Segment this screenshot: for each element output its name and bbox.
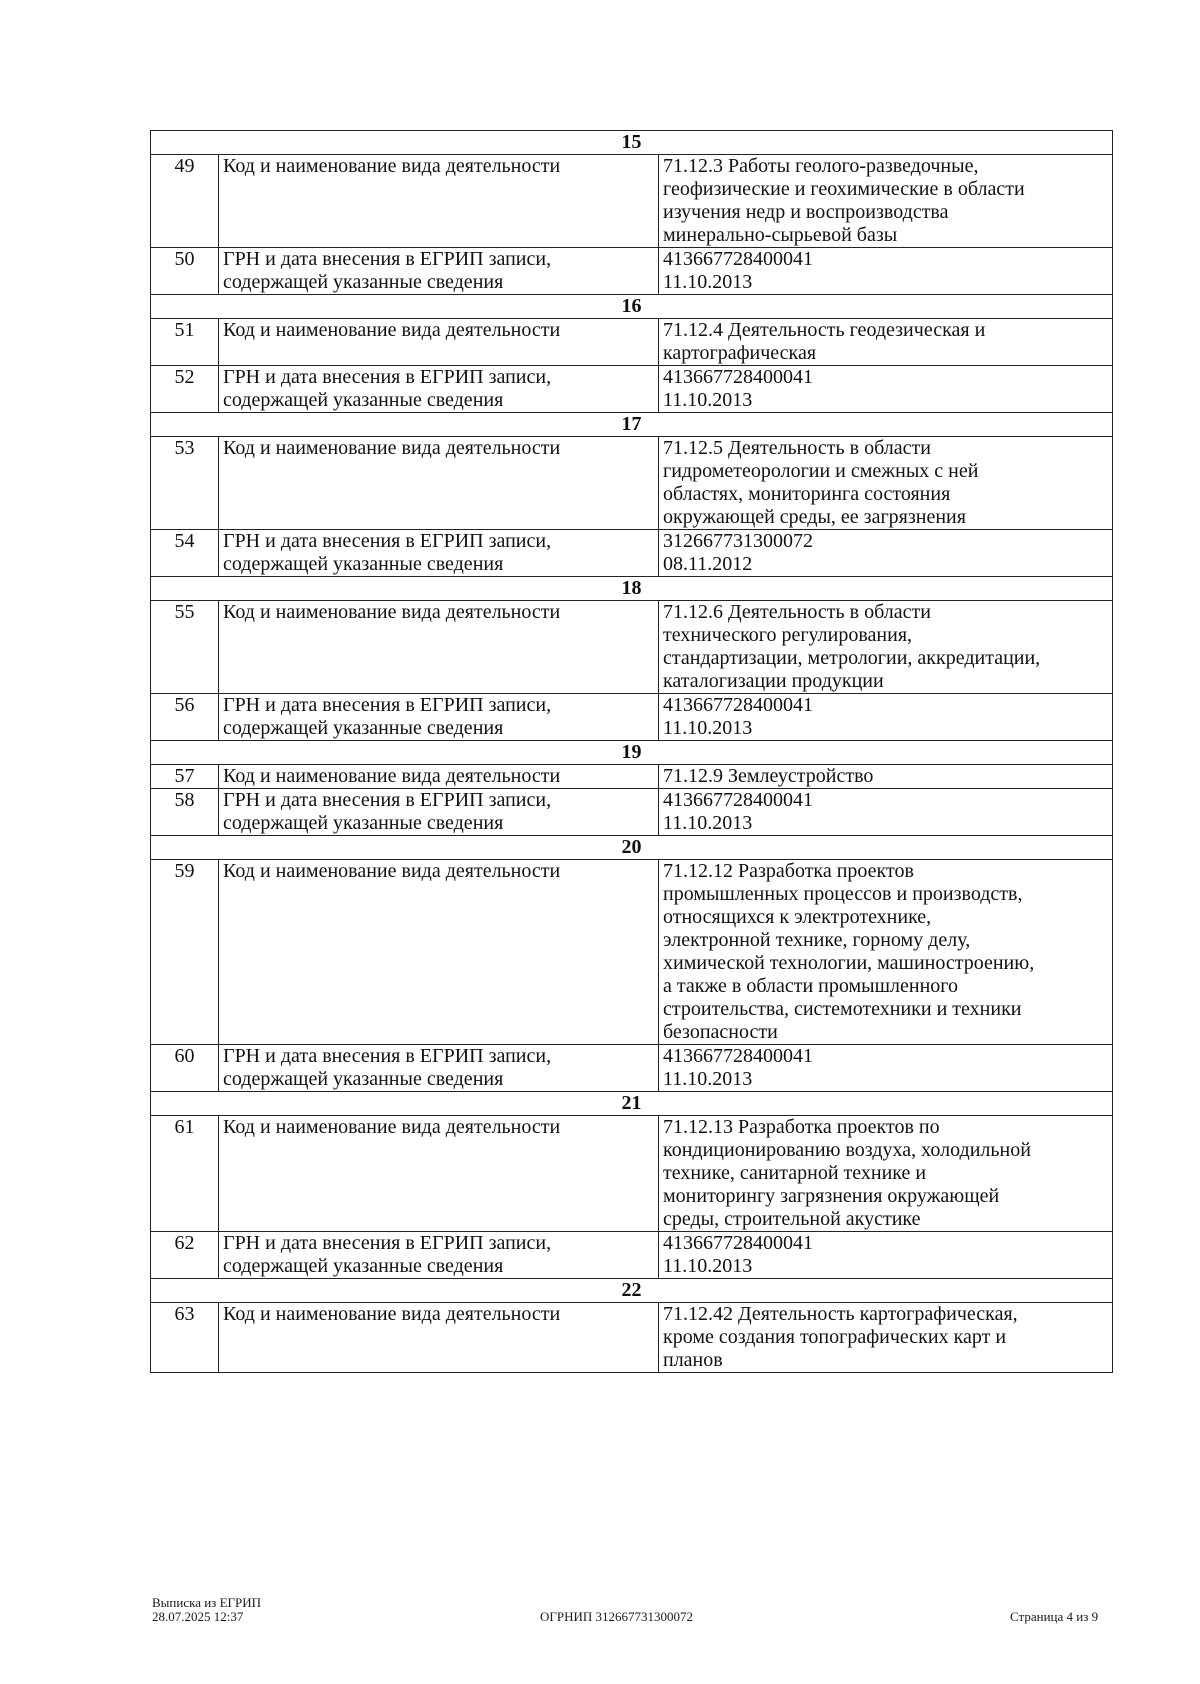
row-number: 50 bbox=[151, 248, 219, 295]
row-number: 52 bbox=[151, 366, 219, 413]
row-label: ГРН и дата внесения в ЕГРИП записи, содержащей указанные сведения bbox=[219, 530, 659, 577]
activity-table bbox=[150, 130, 1113, 1373]
row-label: Код и наименование вида деятельности bbox=[219, 319, 659, 366]
row-value: 71.12.12 Разработка проектов промышленных процессов и производств, относящихся к электротехнике, электронной технике, горному делу, химической технологии, машиностроению, а также в области промышленного строительства, системотехники и техники безопасности bbox=[659, 860, 1113, 1045]
row-label: Код и наименование вида деятельности bbox=[219, 765, 659, 789]
group-header-row bbox=[151, 131, 1113, 155]
row-label: ГРН и дата внесения в ЕГРИП записи, содержащей указанные сведения bbox=[219, 1045, 659, 1092]
row-number: 53 bbox=[151, 437, 219, 530]
row-label: ГРН и дата внесения в ЕГРИП записи, содержащей указанные сведения bbox=[219, 789, 659, 836]
table-row bbox=[151, 530, 1113, 577]
table-row bbox=[151, 789, 1113, 836]
footer-page-number: Страница 4 из 9 bbox=[1010, 1609, 1099, 1624]
row-value: 413667728400041 11.10.2013 bbox=[659, 694, 1113, 741]
row-value: 413667728400041 11.10.2013 bbox=[659, 1045, 1113, 1092]
row-value: 71.12.42 Деятельность картографическая, кроме создания топографических карт и планов bbox=[659, 1303, 1113, 1373]
group-number: 22 bbox=[151, 1279, 1113, 1303]
footer-doc-title: Выписка из ЕГРИП bbox=[152, 1595, 262, 1610]
group-number: 17 bbox=[151, 413, 1113, 437]
row-value: 413667728400041 11.10.2013 bbox=[659, 248, 1113, 295]
row-value: 71.12.3 Работы геолого-разведочные, геофизические и геохимические в области изучения недр и воспроизводства минерально-сырьевой базы bbox=[659, 155, 1113, 248]
row-number: 63 bbox=[151, 1303, 219, 1373]
row-number: 58 bbox=[151, 789, 219, 836]
row-value: 71.12.6 Деятельность в области технического регулирования, стандартизации, метрологии, аккредитации, каталогизации продукции bbox=[659, 601, 1113, 694]
row-number: 61 bbox=[151, 1116, 219, 1232]
table-row bbox=[151, 860, 1113, 1045]
row-number: 59 bbox=[151, 860, 219, 1045]
table-row bbox=[151, 601, 1113, 694]
row-label: ГРН и дата внесения в ЕГРИП записи, содержащей указанные сведения bbox=[219, 694, 659, 741]
row-label: Код и наименование вида деятельности bbox=[219, 1116, 659, 1232]
row-value: 413667728400041 11.10.2013 bbox=[659, 789, 1113, 836]
group-header-row bbox=[151, 413, 1113, 437]
row-value: 71.12.13 Разработка проектов по кондиционированию воздуха, холодильной технике, санитарной технике и мониторингу загрязнения окружающей среды, строительной акустике bbox=[659, 1116, 1113, 1232]
footer-ogrnip: ОГРНИП 312667731300072 bbox=[540, 1609, 694, 1624]
activity-table-body bbox=[151, 131, 1113, 1373]
row-number: 51 bbox=[151, 319, 219, 366]
table-row bbox=[151, 765, 1113, 789]
table-row bbox=[151, 319, 1113, 366]
group-number: 19 bbox=[151, 741, 1113, 765]
group-number: 16 bbox=[151, 295, 1113, 319]
row-value: 413667728400041 11.10.2013 bbox=[659, 1232, 1113, 1279]
row-value: 312667731300072 08.11.2012 bbox=[659, 530, 1113, 577]
row-label: ГРН и дата внесения в ЕГРИП записи, содержащей указанные сведения bbox=[219, 248, 659, 295]
row-label: Код и наименование вида деятельности bbox=[219, 155, 659, 248]
table-row bbox=[151, 437, 1113, 530]
group-number: 20 bbox=[151, 836, 1113, 860]
row-label: Код и наименование вида деятельности bbox=[219, 1303, 659, 1373]
row-number: 56 bbox=[151, 694, 219, 741]
group-header-row bbox=[151, 1092, 1113, 1116]
row-number: 49 bbox=[151, 155, 219, 248]
row-number: 55 bbox=[151, 601, 219, 694]
table-row bbox=[151, 1045, 1113, 1092]
row-number: 60 bbox=[151, 1045, 219, 1092]
group-header-row bbox=[151, 741, 1113, 765]
footer-left bbox=[152, 1596, 261, 1624]
group-number: 21 bbox=[151, 1092, 1113, 1116]
row-label: Код и наименование вида деятельности bbox=[219, 601, 659, 694]
group-header-row bbox=[151, 577, 1113, 601]
footer-datetime: 28.07.2025 12:37 bbox=[152, 1609, 244, 1624]
row-label: ГРН и дата внесения в ЕГРИП записи, содержащей указанные сведения bbox=[219, 366, 659, 413]
table-row bbox=[151, 694, 1113, 741]
group-header-row bbox=[151, 1279, 1113, 1303]
table-row bbox=[151, 366, 1113, 413]
table-row bbox=[151, 1303, 1113, 1373]
row-value: 71.12.5 Деятельность в области гидрометеорологии и смежных с ней областях, мониторинга состояния окружающей среды, ее загрязнения bbox=[659, 437, 1113, 530]
row-number: 54 bbox=[151, 530, 219, 577]
group-header-row bbox=[151, 295, 1113, 319]
row-value: 413667728400041 11.10.2013 bbox=[659, 366, 1113, 413]
row-number: 57 bbox=[151, 765, 219, 789]
table-row bbox=[151, 248, 1113, 295]
row-label: Код и наименование вида деятельности bbox=[219, 860, 659, 1045]
row-label: Код и наименование вида деятельности bbox=[219, 437, 659, 530]
group-header-row bbox=[151, 836, 1113, 860]
table-row bbox=[151, 1116, 1113, 1232]
group-number: 15 bbox=[151, 131, 1113, 155]
table-row bbox=[151, 155, 1113, 248]
row-value: 71.12.9 Землеустройство bbox=[659, 765, 1113, 789]
group-number: 18 bbox=[151, 577, 1113, 601]
table-row bbox=[151, 1232, 1113, 1279]
row-label: ГРН и дата внесения в ЕГРИП записи, содержащей указанные сведения bbox=[219, 1232, 659, 1279]
row-value: 71.12.4 Деятельность геодезическая и картографическая bbox=[659, 319, 1113, 366]
row-number: 62 bbox=[151, 1232, 219, 1279]
